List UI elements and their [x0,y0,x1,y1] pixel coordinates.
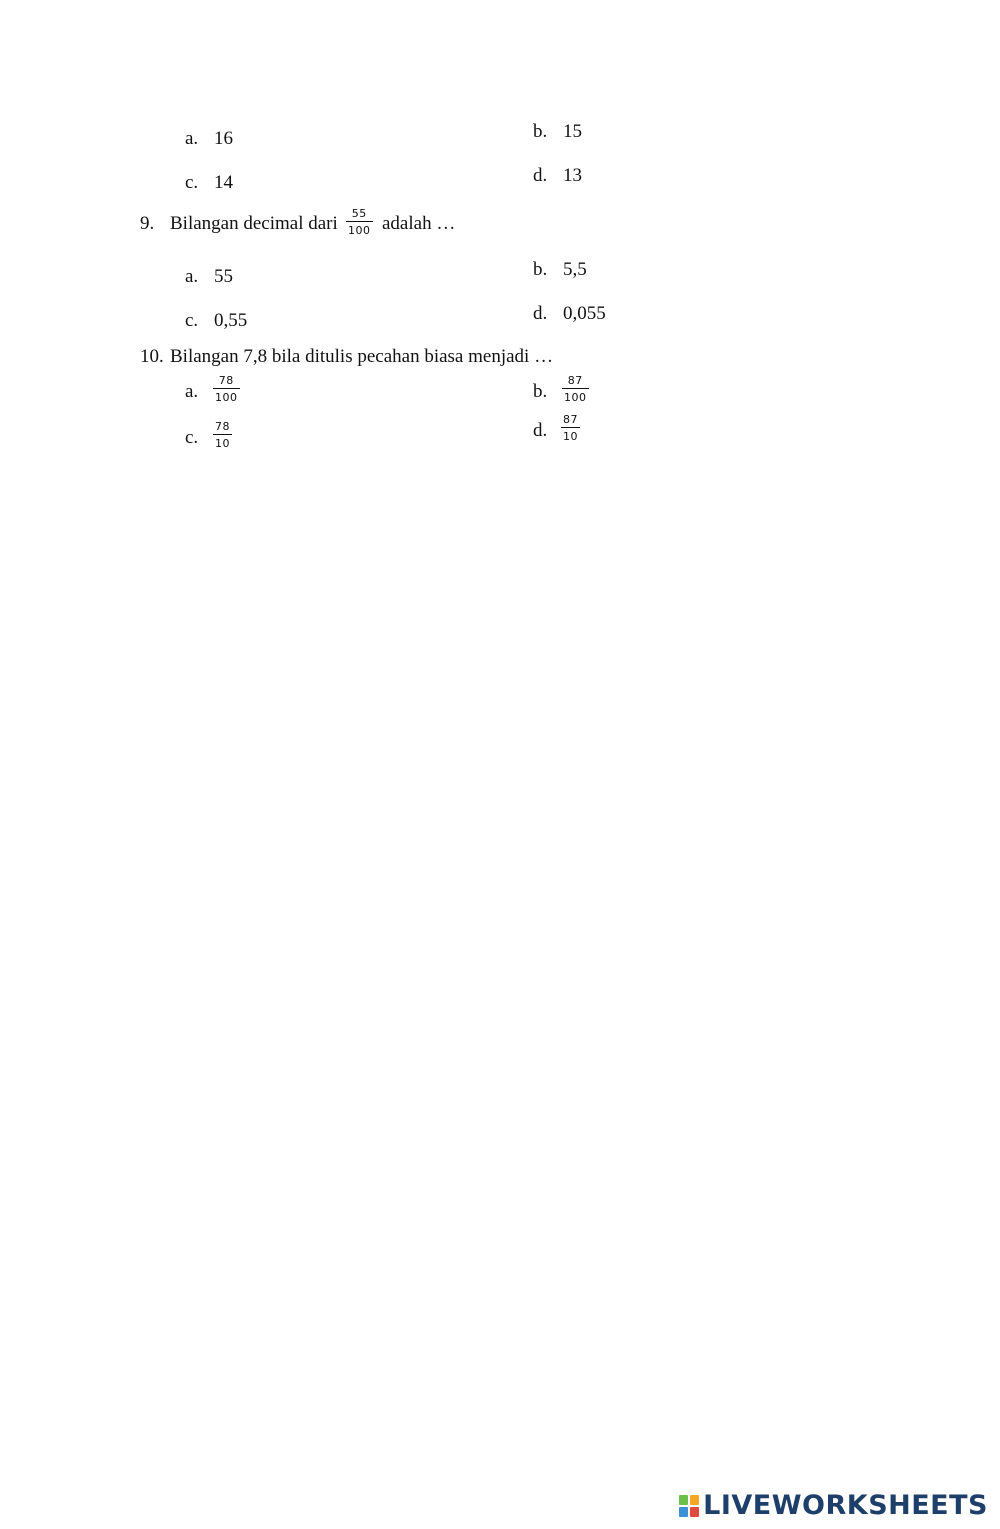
fraction-numerator: 87 [563,413,578,426]
option-value: 16 [214,128,233,149]
option-value: 13 [563,165,582,186]
option-value: 0,55 [214,310,248,331]
option-value: 55 [214,266,233,287]
question-text: Bilangan decimal dari [170,213,338,234]
fraction-bar [213,434,232,435]
fraction-numerator: 87 [567,374,583,387]
fraction-78-10 [213,420,232,450]
option-value: 0,055 [563,303,606,324]
fraction-denominator: 100 [348,224,371,237]
fraction-denominator: 100 [564,391,587,404]
option-letter: b. [533,259,548,280]
option-letter: a. [185,266,199,287]
fraction-numerator: 55 [351,207,367,220]
option-letter: a. [185,128,199,149]
fraction-bar [213,388,240,389]
option-letter: d. [533,420,548,441]
fraction-bar [561,427,580,428]
liveworksheets-logo [679,1490,988,1521]
option-value: 5,5 [563,259,587,280]
fraction-numerator: 78 [218,374,234,387]
fraction-bar [346,221,373,222]
question-text: Bilangan 7,8 bila ditulis pecahan biasa menjadi … [170,346,554,367]
question-text-tail: adalah … [382,213,456,234]
option-value: 14 [214,172,233,193]
option-letter: a. [185,381,199,402]
option-letter: d. [533,303,548,324]
fraction-denominator: 100 [215,391,238,404]
fraction-denominator: 10 [215,437,230,450]
fraction-87-100 [562,374,589,404]
fraction-numerator: 78 [215,420,230,433]
logo-text: LIVEWORKSHEETS [703,1490,988,1521]
question-number: 9. [140,213,155,234]
fraction-denominator: 10 [563,430,578,443]
fraction-87-10 [561,413,580,443]
fraction-78-100 [213,374,240,404]
question-number: 10. [140,346,164,367]
option-letter: c. [185,172,199,193]
option-letter: d. [533,165,548,186]
option-letter: c. [185,427,199,448]
option-letter: b. [533,381,548,402]
logo-blocks-icon [679,1495,699,1517]
option-letter: b. [533,121,548,142]
fraction-55-100 [346,207,373,237]
fraction-bar [562,388,589,389]
option-letter: c. [185,310,199,331]
option-value: 15 [563,121,582,142]
